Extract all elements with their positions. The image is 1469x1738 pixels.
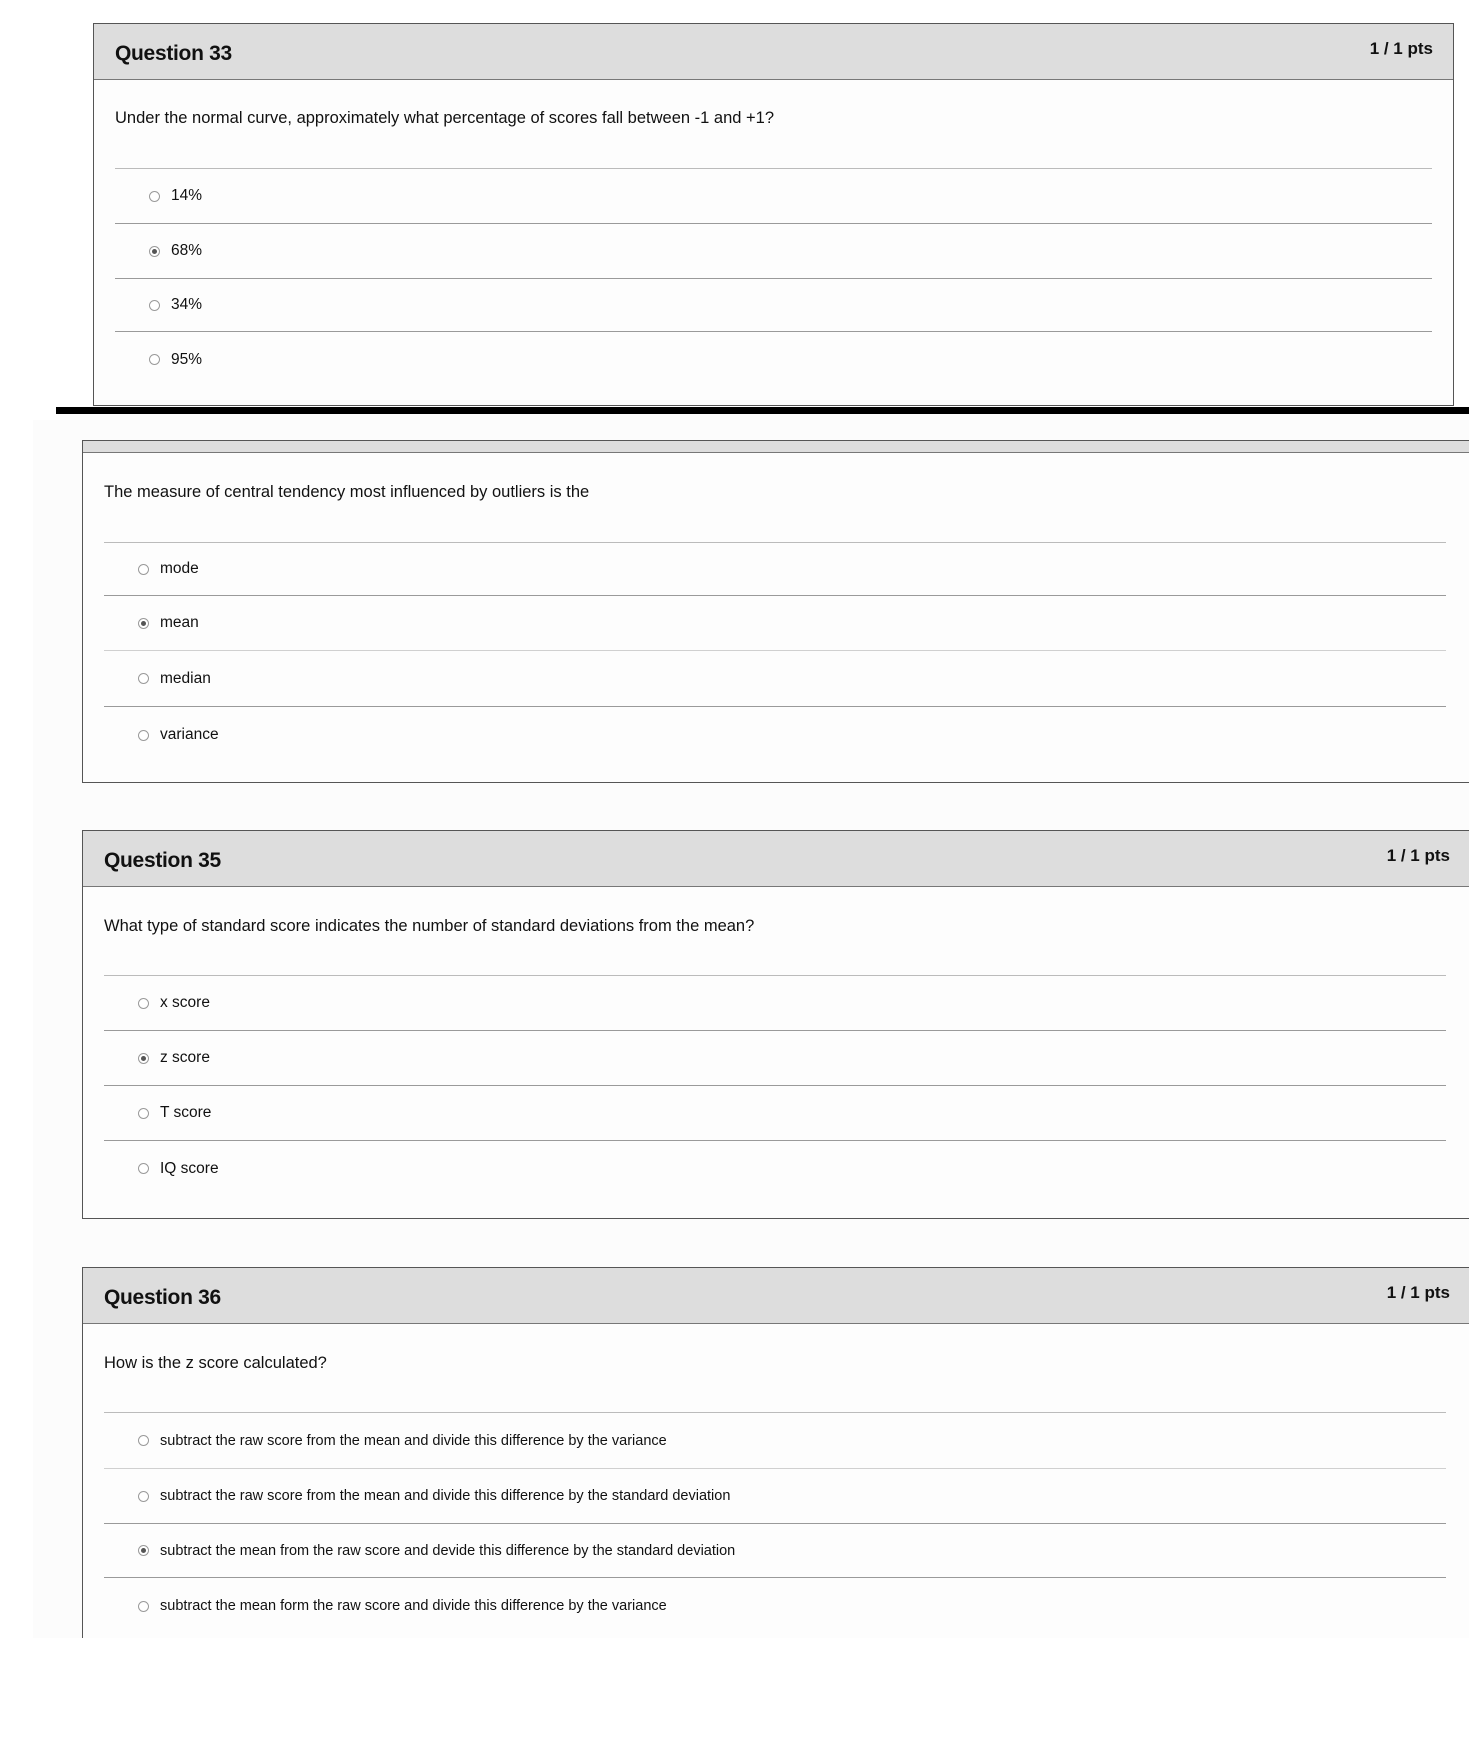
answer-label: subtract the mean form the raw score and divide this difference by the variance: [160, 1598, 667, 1614]
question-title: Question 33: [115, 42, 232, 65]
answer-label: 34%: [171, 296, 203, 313]
answer-label: 68%: [171, 242, 203, 259]
radio-button-icon[interactable]: [138, 564, 149, 575]
answer-list: [104, 976, 1446, 1196]
answer-label: IQ score: [160, 1159, 219, 1177]
radio-button-icon[interactable]: [138, 1108, 149, 1119]
question-card-34: [82, 440, 1469, 783]
radio-button-selected-icon[interactable]: [138, 618, 149, 629]
answer-label: 14%: [171, 187, 203, 204]
radio-button-icon[interactable]: [149, 300, 160, 311]
radio-button-icon[interactable]: [138, 1491, 149, 1502]
answer-option[interactable]: [104, 707, 1446, 763]
question-points: 1 / 1 pts: [1386, 846, 1450, 865]
answer-option[interactable]: [104, 1469, 1446, 1524]
question-header: [83, 1268, 1469, 1324]
question-title: Question 35: [104, 849, 221, 872]
radio-button-icon[interactable]: [149, 191, 160, 202]
answer-label: T score: [160, 1104, 212, 1121]
radio-button-icon[interactable]: [149, 354, 160, 365]
answer-label: subtract the raw score from the mean and divide this difference by the variance: [160, 1432, 667, 1449]
question-body: [83, 887, 1446, 1196]
question-text: What type of standard score indicates the number of standard deviations from the mean?: [104, 887, 1446, 976]
answer-label: mean: [160, 614, 199, 631]
answer-list: [115, 169, 1432, 387]
question-body: [94, 80, 1453, 387]
question-card-35: [82, 830, 1469, 1219]
question-points: 1 / 1 pts: [1386, 1283, 1450, 1302]
screenshot-divider: [56, 407, 1469, 414]
answer-option[interactable]: [104, 1031, 1446, 1086]
question-text: How is the z score calculated?: [104, 1324, 1446, 1413]
question-header: [94, 24, 1453, 80]
answer-option[interactable]: [104, 976, 1446, 1031]
answer-option[interactable]: [104, 596, 1446, 651]
answer-option[interactable]: [104, 1086, 1446, 1141]
question-text: Under the normal curve, approximately what percentage of scores fall between -1 and +1?: [115, 80, 1432, 169]
question-text: The measure of central tendency most influenced by outliers is the: [104, 453, 1446, 543]
answer-option[interactable]: [115, 332, 1432, 387]
answer-label: z score: [160, 1049, 210, 1066]
answer-option[interactable]: [104, 1413, 1446, 1469]
radio-button-icon[interactable]: [138, 1435, 149, 1446]
radio-button-icon[interactable]: [138, 1163, 149, 1174]
question-body: [83, 453, 1446, 763]
radio-button-selected-icon[interactable]: [138, 1053, 149, 1064]
question-points: 1 / 1 pts: [1369, 39, 1433, 58]
question-body: [83, 1324, 1446, 1634]
question-card-33: [93, 23, 1454, 406]
question-header: [83, 831, 1469, 887]
answer-label: median: [160, 669, 211, 687]
answer-list: [104, 1413, 1446, 1634]
answer-option[interactable]: [115, 224, 1432, 279]
answer-label: 95%: [171, 350, 203, 368]
radio-button-icon[interactable]: [138, 730, 149, 741]
answer-option[interactable]: [104, 651, 1446, 707]
radio-button-selected-icon[interactable]: [138, 1545, 149, 1556]
question-card-36: [82, 1267, 1469, 1638]
answer-label: variance: [160, 726, 219, 743]
answer-label: subtract the mean from the raw score and devide this difference by the standard deviation: [160, 1542, 736, 1559]
answer-label: subtract the raw score from the mean and divide this difference by the standard deviation: [160, 1488, 731, 1504]
question-header: [83, 441, 1469, 453]
answer-label: x score: [160, 994, 210, 1011]
radio-button-icon[interactable]: [138, 1601, 149, 1612]
answer-list: [104, 543, 1446, 763]
radio-button-icon[interactable]: [138, 998, 149, 1009]
radio-button-icon[interactable]: [138, 673, 149, 684]
answer-option[interactable]: [104, 1141, 1446, 1196]
answer-option[interactable]: [115, 169, 1432, 224]
answer-label: mode: [160, 560, 199, 577]
answer-option[interactable]: [104, 1524, 1446, 1578]
answer-option[interactable]: [115, 279, 1432, 332]
answer-option[interactable]: [104, 1578, 1446, 1634]
question-title: Question 36: [104, 1286, 221, 1309]
radio-button-selected-icon[interactable]: [149, 246, 160, 257]
answer-option[interactable]: [104, 543, 1446, 596]
